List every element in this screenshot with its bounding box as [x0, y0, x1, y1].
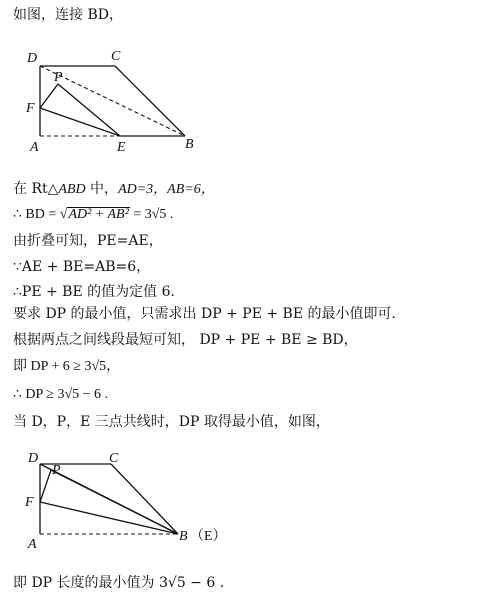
text-line-10: ∴ DP ≥ 3√5 − 6 . [13, 387, 109, 402]
figure-2 [18, 446, 258, 556]
fig2-label-D: D [28, 451, 39, 466]
text-line-12: 即 DP 长度的最小值为 3√5 − 6 . [13, 575, 225, 591]
text-rt-triangle: 在 Rt△ [13, 181, 59, 197]
bd-radicand: AD² + AB² [68, 207, 129, 222]
text-zhong: 中， [85, 181, 119, 197]
fig1-label-P: P [54, 70, 63, 85]
fig2-label-A: A [28, 537, 37, 552]
fig2-label-F: F [25, 495, 34, 510]
fig1-label-E: E [117, 140, 126, 155]
text-line-4: 由折叠可知，PE=AE， [13, 233, 163, 249]
fig1-label-B: B [185, 137, 194, 152]
text-line-3 [13, 206, 173, 224]
text-abd: ABD [58, 182, 86, 197]
fig2-label-P: P [52, 463, 61, 478]
fig1-label-F: F [26, 101, 35, 116]
text-line-2 [13, 180, 215, 199]
fig2-label-B: B [179, 529, 188, 544]
fig1-label-C: C [111, 49, 121, 64]
text-line-1: 如图，连接 BD， [13, 7, 123, 23]
sqrt-symbol: √ [59, 207, 68, 222]
figure-1 [18, 48, 248, 158]
text-line-9: 即 DP + 6 ≥ 3√5， [13, 359, 121, 374]
bd-result: = 3√5 . [129, 207, 174, 222]
fig1-label-D: D [27, 51, 38, 66]
text-line-11: 当 D，P，E 三点共线时，DP 取得最小值，如图， [13, 414, 330, 430]
fig1-label-A: A [30, 140, 39, 155]
text-line-5: ∵AE + BE=AB=6， [13, 259, 151, 275]
text-line-8: 根据两点之间线段最短可知， DP + PE + BE ≥ BD， [13, 332, 358, 348]
text-line-7: 要求 DP 的最小值，只需求出 DP + PE + BE 的最小值即可． [13, 306, 406, 322]
text-given-lengths: AD=3，AB=6， [118, 182, 215, 197]
fig2-label-C: C [109, 451, 119, 466]
text-line-6: ∴PE + BE 的值为定值 6． [13, 284, 185, 300]
fig2-label-E-note: （E） [190, 529, 227, 544]
bd-lhs: ∴ BD = [13, 207, 60, 222]
